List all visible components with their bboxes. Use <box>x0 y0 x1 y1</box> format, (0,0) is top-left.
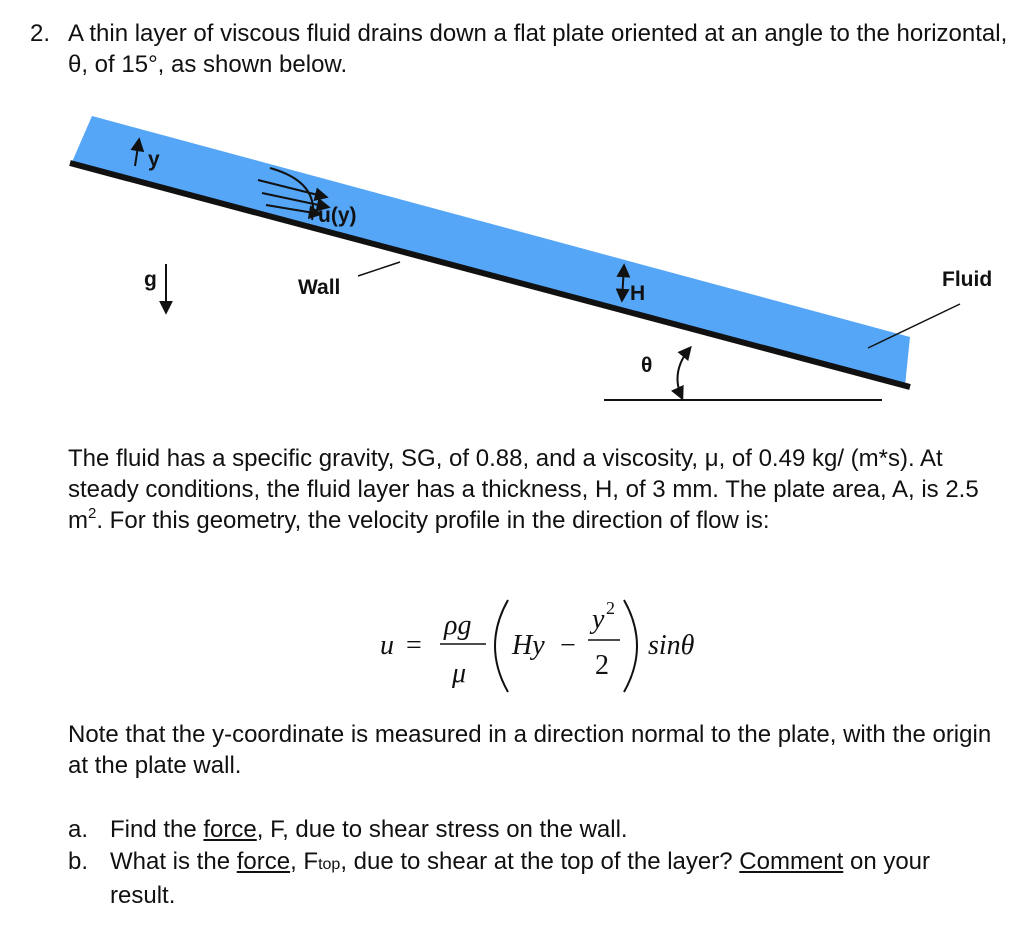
eq-equals: = <box>406 630 422 661</box>
velocity-label: u(y) <box>318 204 357 227</box>
item-b-text <box>110 846 990 911</box>
eq-hy: Hy <box>512 630 545 661</box>
eq-exponent: 2 <box>606 598 615 618</box>
velocity-profile-equation <box>370 592 750 702</box>
item-a-text <box>110 814 990 845</box>
plate-wall-line <box>70 163 910 387</box>
fluid-layer <box>72 116 910 386</box>
eq-close-paren <box>624 600 637 692</box>
inclined-plate-diagram <box>0 100 1024 420</box>
theta-label: θ <box>641 354 653 377</box>
question-number: 2. <box>30 20 51 47</box>
item-a-force-link[interactable]: force <box>203 816 257 843</box>
eq-denominator: μ <box>452 658 467 689</box>
eq-two: 2 <box>595 650 609 681</box>
gravity-label: g <box>144 268 157 291</box>
item-b-text-4: on your result. <box>110 848 931 909</box>
properties-text-1: The fluid has a specific gravity, SG, of 0.88, and a viscosity, μ, of 0.49 kg/ (m*s). At steady conditions, the fluid layer has a thickness, H, of 3 mm. The plate area, A, is 2.5 m <box>68 445 979 534</box>
angle-arc <box>678 348 691 398</box>
item-a-text-2: , F, due to shear stress on the wall. <box>256 816 628 843</box>
item-b-text-2: , F <box>290 848 319 875</box>
item-b-text-3: , due to shear at the top of the layer? <box>340 848 740 875</box>
eq-sin: sinθ <box>648 630 695 661</box>
wall-leader-line <box>358 262 400 276</box>
item-b-label: b. <box>68 848 89 875</box>
item-b-text-1: What is the <box>110 848 237 875</box>
fluid-leader-line <box>868 304 960 348</box>
properties-text-2: . For this geometry, the velocity profile in the direction of flow is: <box>96 507 770 534</box>
eq-open-paren <box>495 600 508 692</box>
item-a-text-1: Find the <box>110 816 204 843</box>
eq-numerator: ρg <box>444 610 472 641</box>
thickness-label: H <box>630 282 646 305</box>
item-a-label: a. <box>68 816 89 843</box>
item-b-comment-link[interactable]: Comment <box>739 848 844 875</box>
y-label: y <box>148 148 160 171</box>
eq-y: y <box>592 604 605 635</box>
eq-lhs: u <box>380 630 394 661</box>
eq-minus: − <box>560 630 576 661</box>
item-b-subscript: top <box>318 856 341 873</box>
item-b-force-link[interactable]: force <box>236 848 291 875</box>
fluid-label: Fluid <box>942 268 993 291</box>
squared-superscript: 2 <box>88 505 97 522</box>
question-intro: A thin layer of viscous fluid drains down a flat plate oriented at an angle to the horizontal, θ, of 15°, as shown below. <box>68 20 1008 78</box>
wall-label: Wall <box>298 276 341 299</box>
fluid-properties-paragraph <box>68 443 1013 536</box>
note-paragraph: Note that the y-coordinate is measured in a direction normal to the plate, with the origin at the plate wall. <box>68 721 992 779</box>
